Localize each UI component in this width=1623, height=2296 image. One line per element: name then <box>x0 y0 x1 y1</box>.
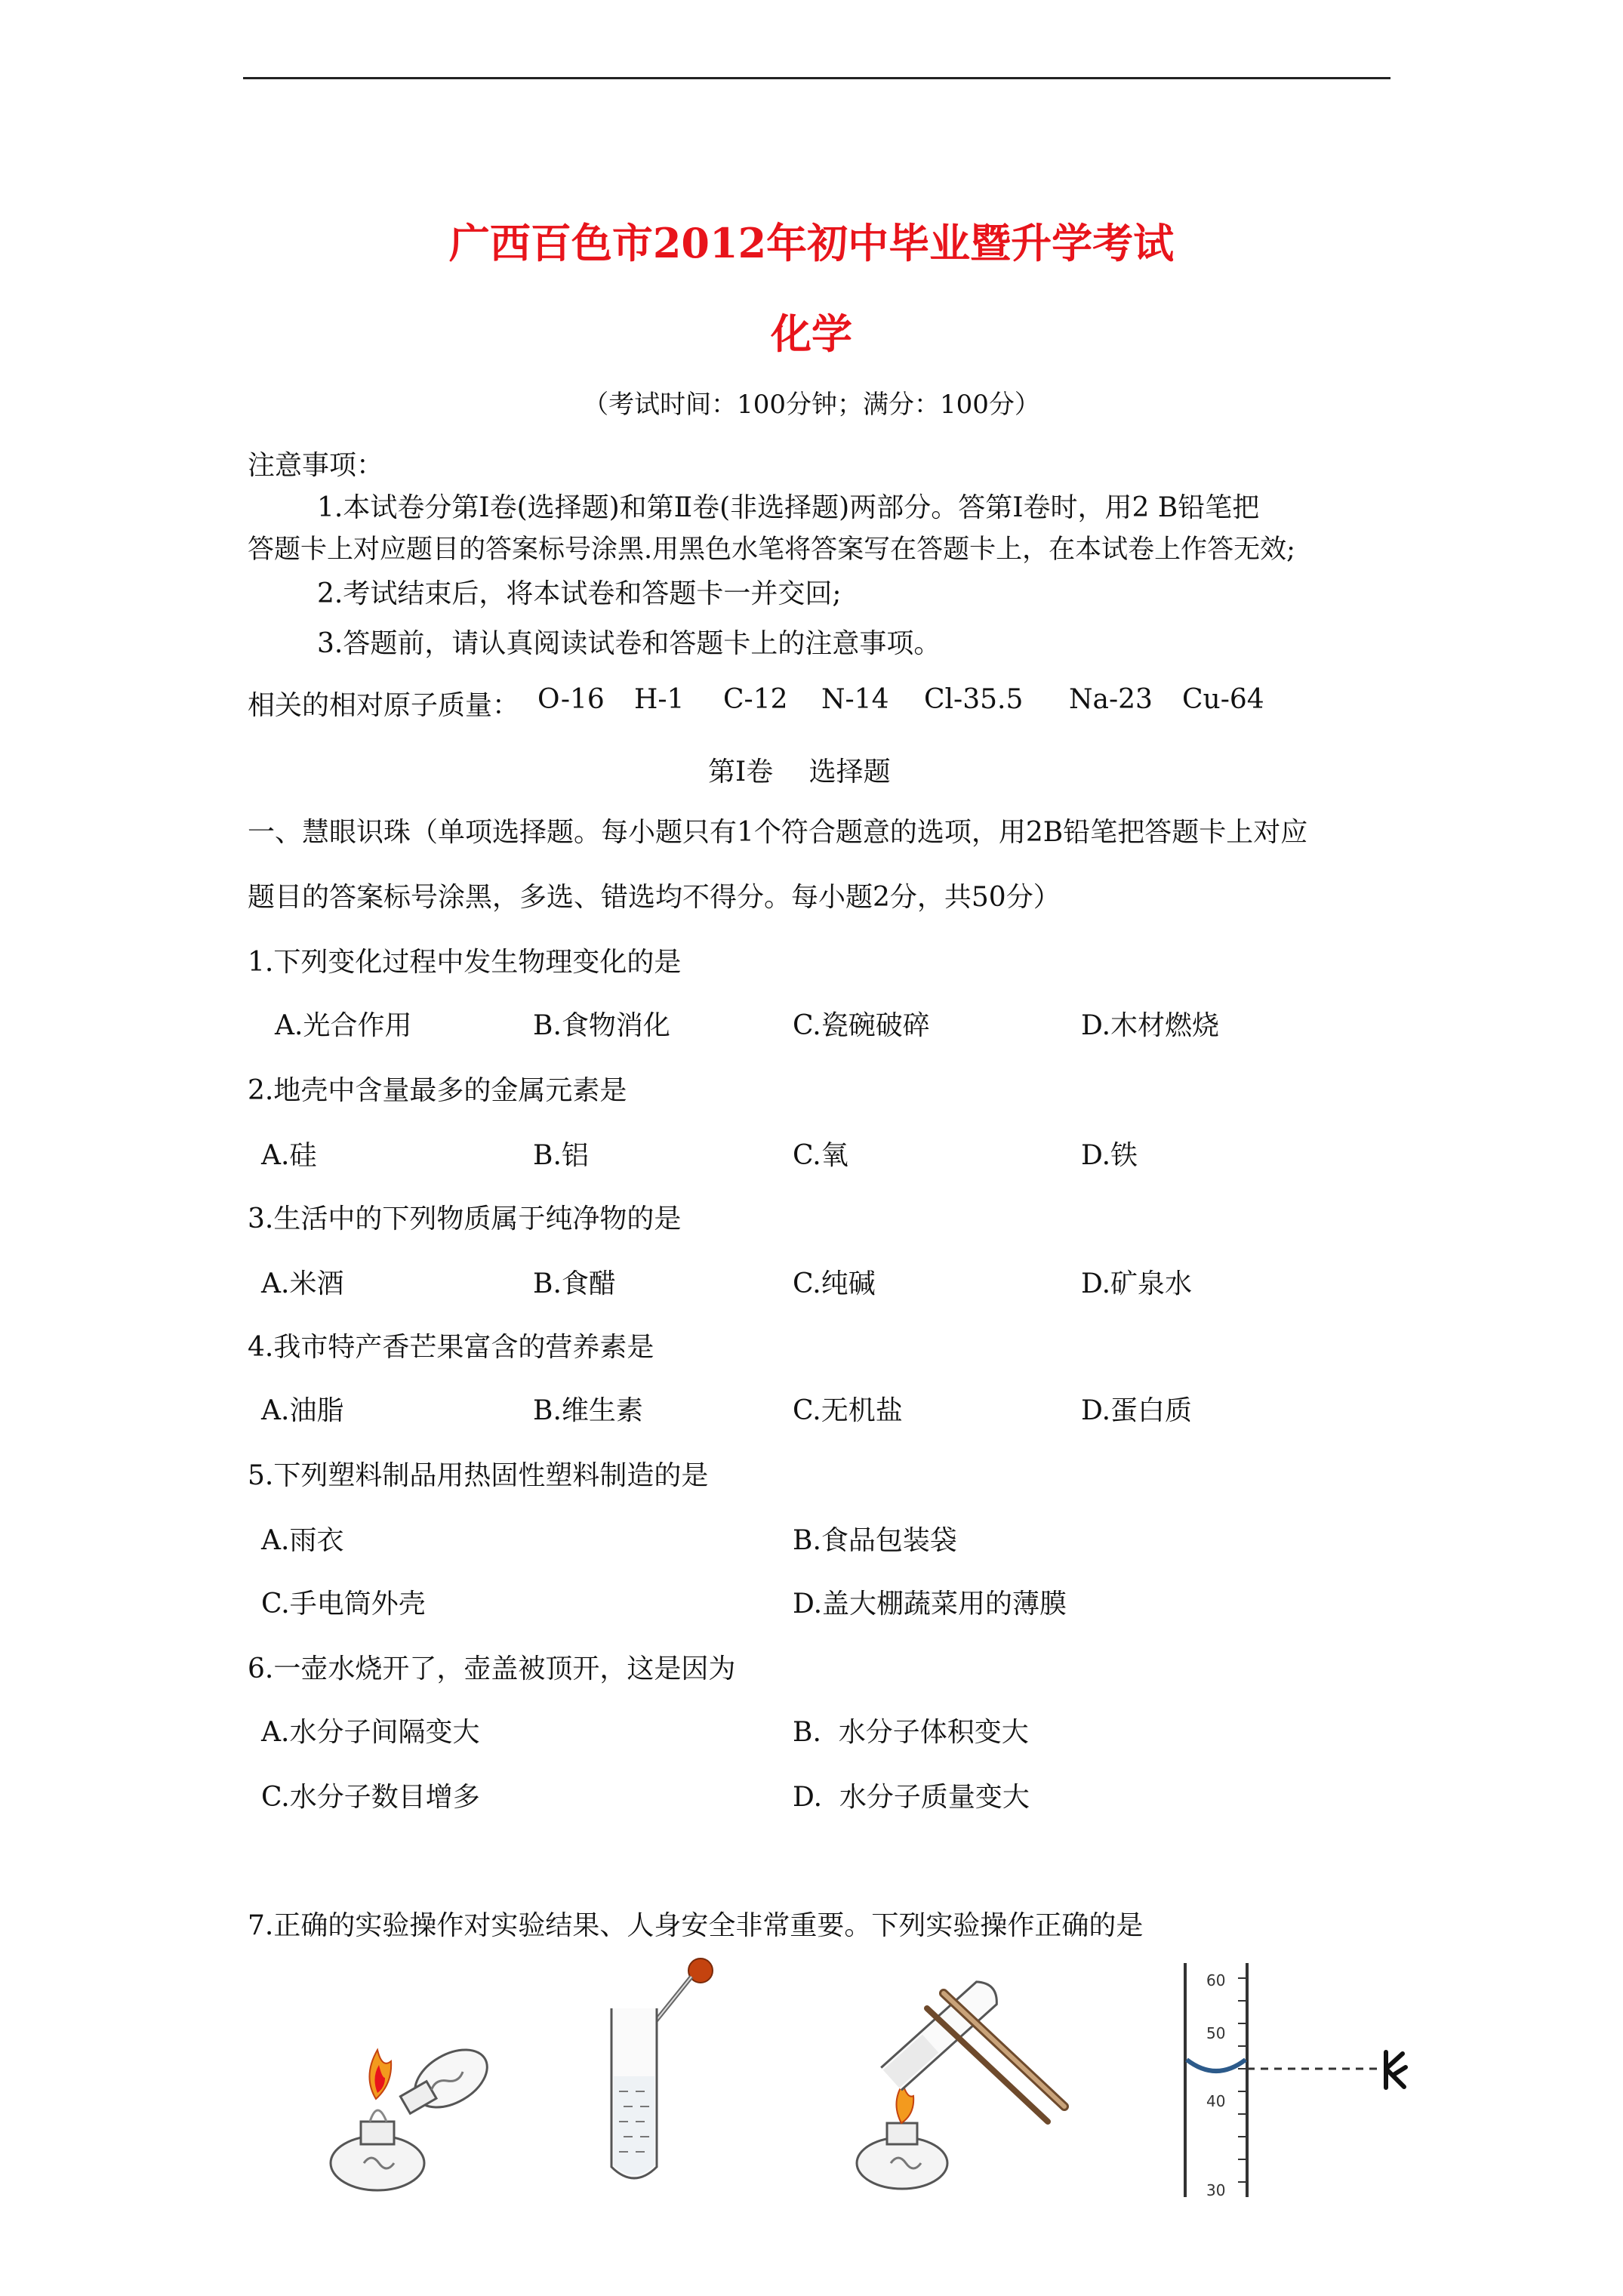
question-4-option-d: D.蛋白质 <box>1081 1395 1193 1426</box>
section-intro-line-2: 题目的答案标号涂黑，多选、错选均不得分。每小题2分，共50分） <box>248 882 1061 913</box>
header-rule <box>243 77 1390 79</box>
notice-item-1-line-2: 答题卡上对应题目的答案标号涂黑.用黑色水笔将答案写在答题卡上，在本试卷上作答无效; <box>248 535 1295 565</box>
figure-a-lamp-lighting <box>317 2008 498 2197</box>
notice-item-2: 2.考试结束后，将本试卷和答题卡一并交回; <box>317 578 842 609</box>
question-6-option-c: C.水分子数目增多 <box>261 1782 480 1813</box>
section-title: 第Ⅰ卷 选择题 <box>708 757 891 787</box>
atomic-mass-h: H-1 <box>634 684 685 715</box>
question-4-option-b: B.维生素 <box>533 1395 643 1426</box>
question-1-option-d: D.木材燃烧 <box>1081 1010 1220 1041</box>
cylinder-tick-40: 40 <box>1206 2092 1226 2110</box>
question-2-stem: 2.地壳中含量最多的金属元素是 <box>248 1075 627 1106</box>
question-3-option-a: A.米酒 <box>261 1268 344 1299</box>
question-3-option-b: B.食醋 <box>533 1268 616 1299</box>
figure-b-dropper <box>589 1955 740 2197</box>
question-2-option-d: D.铁 <box>1081 1140 1138 1171</box>
question-4-option-a: A.油脂 <box>261 1395 344 1426</box>
question-3-option-c: C.纯碱 <box>793 1268 876 1299</box>
section-intro-line-1: 一、慧眼识珠（单项选择题。每小题只有1个符合题意的选项，用2B铅笔把答题卡上对应 <box>248 817 1308 848</box>
question-6-option-a: A.水分子间隔变大 <box>261 1717 480 1748</box>
question-3-option-d: D.矿泉水 <box>1081 1268 1193 1299</box>
question-3-stem: 3.生活中的下列物质属于纯净物的是 <box>248 1203 682 1234</box>
question-5-option-a: A.雨衣 <box>261 1525 344 1556</box>
question-5-stem: 5.下列塑料制品用热固性塑料制造的是 <box>248 1460 709 1491</box>
question-4-option-c: C.无机盐 <box>793 1395 903 1426</box>
question-2-option-c: C.氧 <box>793 1140 848 1171</box>
atomic-mass-cl: Cl-35.5 <box>924 684 1024 715</box>
figure-d-cylinder-reading <box>1163 1955 1419 2205</box>
question-1-option-a: A.光合作用 <box>275 1010 412 1041</box>
cylinder-tick-50: 50 <box>1206 2024 1226 2042</box>
question-2-option-b: B.铝 <box>533 1140 589 1171</box>
exam-title: 广西百色市2012年初中毕业暨升学考试 <box>448 219 1175 267</box>
question-4-stem: 4.我市特产香芒果富含的营养素是 <box>248 1332 654 1363</box>
atomic-mass-cu: Cu-64 <box>1182 684 1264 715</box>
atomic-mass-na: Na-23 <box>1069 684 1153 715</box>
question-6-option-d: D. 水分子质量变大 <box>793 1782 1030 1813</box>
question-1-option-c: C.瓷碗破碎 <box>793 1010 930 1041</box>
question-6-option-b: B. 水分子体积变大 <box>793 1717 1029 1748</box>
notice-item-1-line-1: 1.本试卷分第Ⅰ卷(选择题)和第Ⅱ卷(非选择题)两部分。答第Ⅰ卷时，用2 B铅笔把 <box>317 492 1260 523</box>
subject-title: 化学 <box>771 310 852 358</box>
atomic-mass-n: N-14 <box>821 684 889 715</box>
question-5-option-d: D.盖大棚蔬菜用的薄膜 <box>793 1589 1067 1620</box>
question-5-option-b: B.食品包装袋 <box>793 1525 957 1556</box>
cylinder-tick-60: 60 <box>1206 1971 1226 1989</box>
question-5-option-c: C.手电筒外壳 <box>261 1589 426 1620</box>
question-1-stem: 1.下列变化过程中发生物理变化的是 <box>248 947 682 978</box>
question-6-stem: 6.一壶水烧开了，壶盖被顶开，这是因为 <box>248 1653 736 1684</box>
atomic-masses-label: 相关的相对原子质量： <box>248 690 520 721</box>
figure-c-heating-tube <box>845 1948 1072 2205</box>
notice-item-3: 3.答题前，请认真阅读试卷和答题卡上的注意事项。 <box>317 628 941 659</box>
atomic-mass-o: O-16 <box>537 684 605 715</box>
cylinder-tick-30: 30 <box>1206 2181 1226 2199</box>
exam-info: （考试时间：100分钟；满分：100分） <box>583 390 1040 420</box>
question-1-option-b: B.食物消化 <box>533 1010 670 1041</box>
question-7-stem: 7.正确的实验操作对实验结果、人身安全非常重要。下列实验操作正确的是 <box>248 1910 1144 1941</box>
atomic-mass-c: C-12 <box>723 684 788 715</box>
question-2-option-a: A.硅 <box>261 1140 317 1171</box>
notice-heading: 注意事项： <box>248 450 384 481</box>
